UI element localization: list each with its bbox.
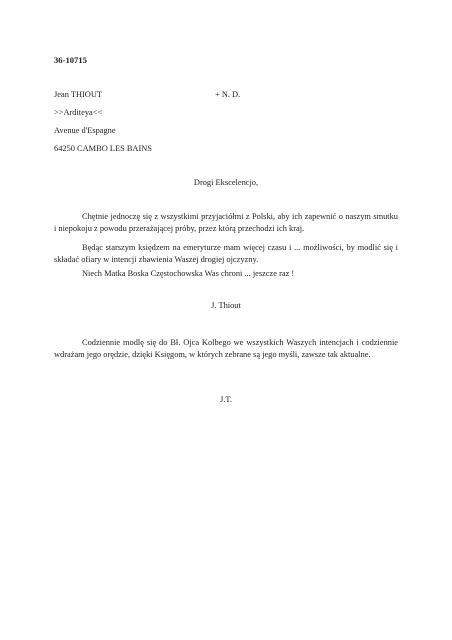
postscript-paragraph: Codziennie modlę się do Bł. Ojca Kolbego we wszystkich Waszych intencjach i codziennie wdrażam jego orędzie, dzięki Księgom, w których zebrane są jego myśli, zawsze tak aktualne.	[54, 338, 398, 359]
address-line-3: 64250 CAMBO LES BAINS	[54, 144, 152, 153]
body-paragraph-1: Chętnie jednoczę się z wszystkimi przyjaciółmi z Polski, aby ich zapewnić o naszym smutku i niepokoju z powodu przerażającej próby, przez którą przechodzi ich kraj.	[54, 212, 398, 233]
address-line-2: Avenue d'Espagne	[54, 126, 116, 135]
body-paragraph-3: Niech Matka Boska Częstochowska Was chroni ... jeszcze raz !	[82, 269, 295, 278]
address-line-1: >>Arditeya<<	[54, 108, 103, 117]
signature: J. Thiout	[211, 301, 241, 310]
greeting: Drogi Ekscelencjo,	[193, 178, 259, 187]
body-paragraph-2: Będąc starszym księdzem na emeryturze mam więcej czasu i ... możliwości, by modlić się i składać ofiary w intencji zbawienia Waszej drogiej ojczyzny.	[54, 243, 398, 264]
sender-name: Jean THIOUT	[54, 90, 102, 99]
sender-note: + N. D.	[215, 90, 241, 99]
reference-number: 36-10715	[54, 55, 87, 65]
closing-initials: J.T.	[220, 395, 232, 404]
